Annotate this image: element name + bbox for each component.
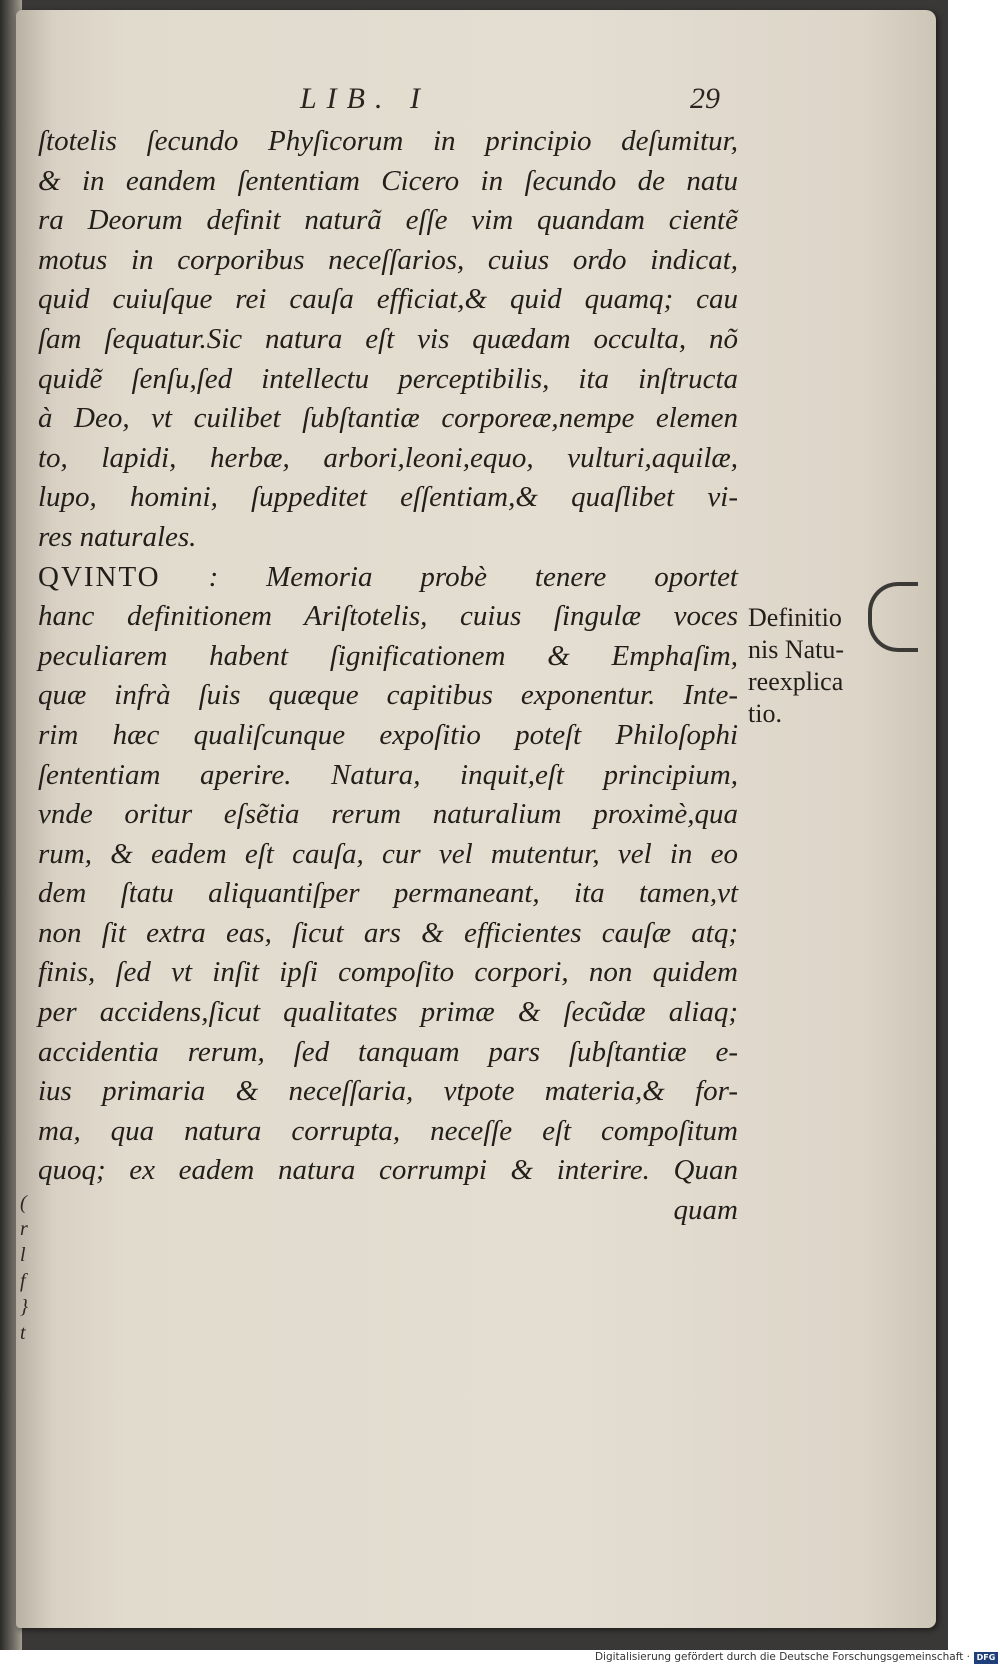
margin-note-line: reexplica (748, 667, 844, 696)
quinto-line-rest: : Memoria probè tenere oportet (208, 560, 738, 593)
text-line: rum, & eadem eſt cauſa, cur vel mutentur, vel in eo (38, 837, 738, 870)
body-text (38, 122, 738, 1231)
text-line: dem ſtatu aliquantiſper permaneant, ita tamen,vt (38, 877, 738, 910)
text-line: accidentia rerum, ſed tanquam pars ſubſtantiæ e- (38, 1035, 738, 1068)
text-line: to, lapidi, herbæ, arbori,leoni,equo, vulturi,aquilæ, (38, 441, 738, 474)
running-head: LIB. I (300, 82, 430, 115)
text-line: quidẽ ſenſu,ſed intellectu perceptibilis, ita inſtructa (38, 362, 738, 395)
text-line: finis, ſed vt inſit ipſi compoſito corpori, non quidem (38, 956, 738, 989)
text-line: ius primaria & neceſſaria, vtpote materia,& for- (38, 1075, 738, 1108)
text-line: & in eandem ſententiam Cicero in ſecundo de natu (38, 164, 738, 197)
catchword: quam (673, 1194, 738, 1227)
text-line: lupo, homini, ſuppeditet eſſentiam,& quaſlibet vi- (38, 481, 738, 514)
text-line: à Deo, vt cuilibet ſubſtantiæ corporeæ,nempe elemen (38, 402, 738, 435)
text-line: vnde oritur eſsẽtia rerum naturalium proximè,qua (38, 798, 738, 831)
funding-credit: Digitalisierung gefördert durch die Deutsche Forschungsgemeinschaft · (594, 1651, 970, 1663)
quinto-lead: QVINTO (38, 560, 161, 593)
text-line: motus in corporibus neceſſarios, cuius ordo indicat, (38, 243, 738, 276)
text-line: ma, qua natura corrupta, neceſſe eſt compoſitum (38, 1114, 738, 1147)
margin-note-line: nis Natu- (748, 635, 845, 664)
text-line: ſam ſequatur.Sic natura eſt vis quædam occulta, nõ (38, 322, 738, 355)
text-line: quoq; ex eadem natura corrumpi & interire. Quan (38, 1154, 738, 1187)
footer-bar (0, 1650, 1000, 1667)
text-line: hanc definitionem Ariſtotelis, cuius ſingulæ voces (38, 600, 738, 633)
text-line: non ſit extra eas, ſicut ars & efficientes cauſæ atq; (38, 916, 738, 949)
text-line: quæ infrà ſuis quæque capitibus exponentur. Inte- (38, 679, 738, 712)
text-line: rim hæc qualiſcunque expoſitio poteſt Philoſophi (38, 718, 738, 751)
margin-note-line: Definitio (748, 603, 842, 632)
page-number: 29 (690, 82, 720, 115)
dfg-logo: DFG (974, 1652, 998, 1664)
paragraph-quinto-first-line (38, 558, 738, 598)
text-line: ſententiam aperire. Natura, inquit,eſt principium, (38, 758, 738, 791)
text-line: per accidens,ſicut qualitates primæ & ſecũdæ aliaq; (38, 996, 738, 1029)
margin-note (748, 602, 888, 730)
text-line: quid cuiuſque rei cauſa efficiat,& quid quamq; cau (38, 283, 738, 316)
binding-marks: ( r l f } t (20, 1192, 28, 1344)
text-line: res naturales. (38, 520, 197, 553)
text-line: peculiarem habent ſignificationem & Emphaſim, (38, 639, 738, 672)
text-line: ra Deorum definit naturã eſſe vim quandam cientẽ (38, 204, 738, 237)
margin-note-line: tio. (748, 699, 782, 728)
text-line: ſtotelis ſecundo Phyſicorum in principio deſumitur, (38, 125, 738, 157)
running-header (300, 82, 720, 122)
